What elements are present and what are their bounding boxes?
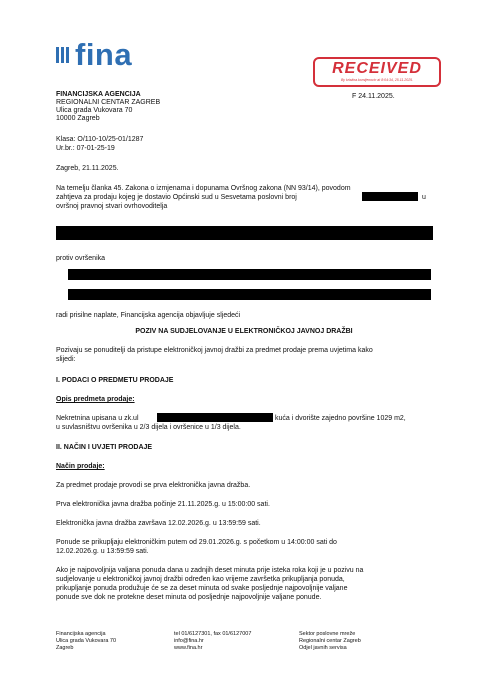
redaction-creditor bbox=[56, 226, 433, 240]
intro-line-2: zahtjeva za prodaju kojeg je dostavio Općinski sud u Sesvetama poslovni broj bbox=[56, 194, 297, 201]
poziv-line-2: slijedi: bbox=[56, 356, 76, 363]
ponude-line-2: 12.02.2026.g. u 13:59:59 sati. bbox=[56, 548, 149, 555]
auction-start-line: Prva elektronička javna dražba počinje 21.11.2025.g. u 15:00:00 sati. bbox=[56, 501, 270, 508]
sender-office: REGIONALNI CENTAR ZAGREB bbox=[56, 99, 161, 106]
sender-street: Ulica grada Vukovara 70 bbox=[56, 107, 133, 114]
footer-street: Ulica grada Vukovara 70 bbox=[56, 638, 117, 644]
klasa: Klasa: O/110-10/25-01/1287 bbox=[56, 136, 144, 143]
notice-heading: POZIV NA SUDJELOVANJE U ELEKTRONIČKOJ JAVNOJ DRAŽBI bbox=[135, 328, 353, 335]
footer-region: Regionalni centar Zagreb bbox=[299, 638, 361, 644]
radi-line: radi prisilne naplate, Financijska agencija objavljuje sljedeći bbox=[56, 312, 241, 319]
stamp-subtitle: By kristina.komljenovic at 8:04:34, 25.11.2025. bbox=[340, 78, 414, 82]
footer-city: Zagreb bbox=[56, 645, 74, 651]
intro-line-1: Na temelju članka 45. Zakona o izmjenama i dopunama Ovršnog zakona (NN 93/14), povodom bbox=[56, 185, 351, 192]
ako-line-3: prikupljanje ponuda produžuje će se za deset minuta od svake posljednje najpovoljnije valjane bbox=[56, 585, 348, 592]
footer-col-3 bbox=[299, 631, 361, 652]
redaction-debtor-2 bbox=[68, 289, 431, 300]
received-stamp bbox=[313, 57, 441, 87]
nacin-heading: Način prodaje: bbox=[56, 463, 105, 470]
section-2-heading: II. NAČIN I UVJETI PRODAJE bbox=[56, 444, 153, 451]
logo-wordmark: fina bbox=[75, 37, 133, 72]
ako-line-2: sudjelovanje u elektroničkoj javnoj dražbi određen kao vrijeme završetka prikupljanja ponuda, bbox=[56, 576, 345, 583]
redaction-land-registry bbox=[157, 413, 273, 422]
auction-end-line: Elektronička javna dražba završava 12.02.2026.g. u 13:59:59 sati. bbox=[56, 520, 261, 527]
section-1-heading: I. PODACI O PREDMETU PRODAJE bbox=[56, 377, 174, 384]
redaction-debtor-1 bbox=[68, 269, 431, 280]
ponude-line-1: Ponude se prikupljaju elektroničkim putem od 29.01.2026.g. s početkom u 14:00:00 sati do bbox=[56, 539, 337, 546]
stamp-title: RECEIVED bbox=[332, 60, 422, 77]
sender-city: 10000 Zagreb bbox=[56, 115, 100, 122]
document-date: Zagreb, 21.11.2025. bbox=[56, 165, 119, 172]
reference-f: F 24.11.2025. bbox=[352, 93, 395, 100]
fina-logo bbox=[56, 37, 133, 72]
opis-line-2: u suvlasništvu ovršenika u 2/3 dijela i ovršenice u 1/3 dijela. bbox=[56, 424, 241, 431]
footer-org: Financijska agencija bbox=[56, 631, 106, 637]
opis-heading: Opis predmeta prodaje: bbox=[56, 396, 135, 403]
ako-line-4: ponude sve dok ne protekne deset minuta od posljednje najpovoljnije valjane ponude. bbox=[56, 594, 322, 601]
redaction-case-number bbox=[362, 192, 418, 201]
poziv-line-1: Pozivaju se ponuditelji da pristupe elektroničkoj javnoj dražbi za predmet prodaje prema uvjetima kako bbox=[56, 347, 373, 354]
intro-line-3: ovršnoj pravnoj stvari ovrhovoditelja bbox=[56, 203, 168, 210]
first-auction-line: Za predmet prodaje provodi se prva elektronička javna dražba. bbox=[56, 482, 251, 489]
footer-phone: tel 01/6127301, fax 01/6127007 bbox=[174, 631, 252, 637]
footer-web: www.fina.hr bbox=[174, 645, 203, 651]
sender-name: FINANCIJSKA AGENCIJA bbox=[56, 91, 141, 98]
logo-bars-icon bbox=[56, 47, 69, 63]
footer-email: info@fina.hr bbox=[174, 638, 204, 644]
protiv-label: protiv ovršenika bbox=[56, 255, 106, 262]
intro-line-2-end: u bbox=[422, 194, 426, 201]
footer-col-2 bbox=[174, 631, 251, 652]
footer-col-1 bbox=[56, 631, 116, 652]
footer-sector: Sektor poslovne mreže bbox=[299, 631, 356, 637]
opis-line-1: Nekretnina upisana u zk.ul bbox=[56, 415, 139, 422]
urbroj: Ur.br.: 07-01-25-19 bbox=[56, 145, 115, 152]
ako-line-1: Ako je najpovoljnija valjana ponuda dana u zadnjih deset minuta prije isteka roka koji je u pozivu na bbox=[56, 567, 364, 574]
opis-line-1-end: kuća i dvorište zajedno površine 1029 m2, bbox=[275, 415, 406, 422]
footer-department: Odjel javnih servisa bbox=[299, 645, 347, 651]
